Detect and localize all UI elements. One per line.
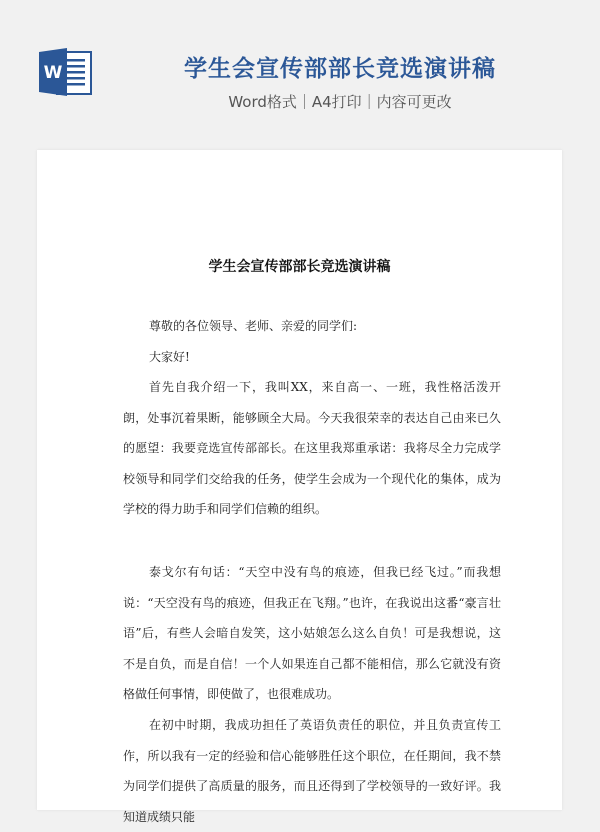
page-subtitle: Word格式｜A4打印｜内容可更改 bbox=[228, 93, 452, 111]
word-document-icon bbox=[37, 46, 95, 98]
page-title: 学生会宣传部部长竞选演讲稿 bbox=[184, 56, 496, 82]
paragraph-tagore: 泰戈尔有句话：“天空中没有鸟的痕迹，但我已经飞过。”而我想说：“天空没有鸟的痕迹，但我正在飞翔。”也许，在我说出这番“豪言壮语”后，有些人会暗自发笑，这小姑娘怎么这么自负！可是我想说，这不是自负，而是自信！一个人如果连自己都不能相信，那么它就没有资格做任何事情，即使做了，也很难成功。 bbox=[123, 565, 501, 702]
header bbox=[0, 0, 600, 130]
paragraph-experience: 在初中时期，我成功担任了英语负责任的职位，并且负责宣传工作，所以我有一定的经验和信心能够胜任这个职位，在任期间，我不禁为同学们提供了高质量的服务，而且还得到了学校领导的一致好评。我知道成绩只能 bbox=[123, 718, 501, 824]
document-page bbox=[37, 150, 562, 824]
word-icon-letter: W bbox=[43, 63, 63, 83]
paragraph-salutation: 尊敬的各位领导、老师、亲爱的同学们: bbox=[149, 319, 358, 333]
paragraph-introduction: 首先自我介绍一下，我叫XX，来自高一、一班，我性格活泼开朗，处事沉着果断，能够顾全大局。今天我很荣幸的表达自己由来已久的愿望：我要竞选宣传部部长。在这里我郑重承诺：我将尽全力完成学校领导和同学们交给我的任务，使学生会成为一个现代化的集体，成为学校的得力助手和同学们信赖的组织。 bbox=[123, 380, 501, 517]
document-title: 学生会宣传部部长竞选演讲稿 bbox=[208, 259, 391, 275]
paragraph-greeting: 大家好! bbox=[149, 350, 190, 364]
